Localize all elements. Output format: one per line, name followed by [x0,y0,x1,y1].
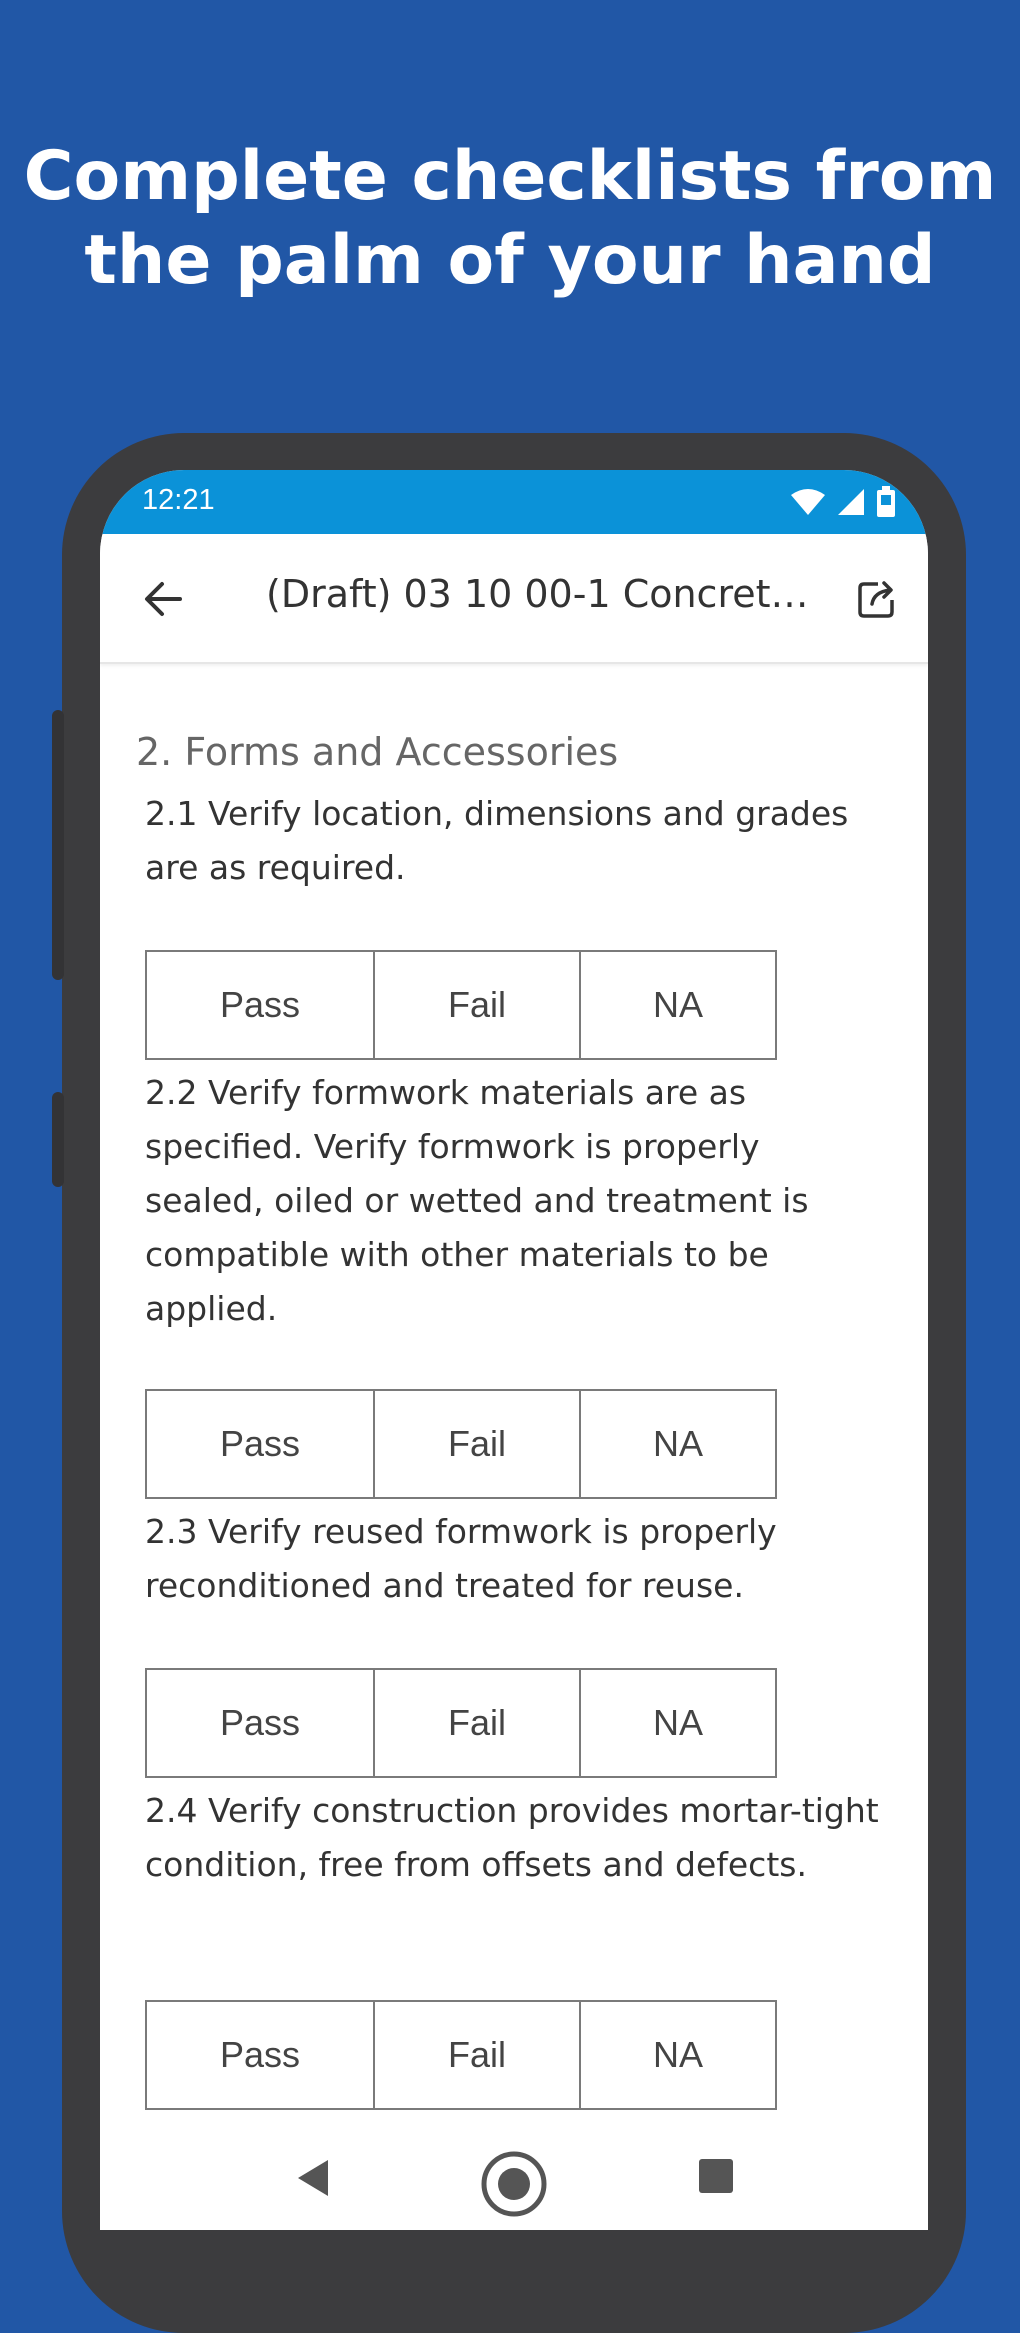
checklist-item-text: 2.4 Verify construction provides mortar-tight condition, free from offsets and defects. [145,1791,879,1884]
fail-button[interactable]: Fail [373,1668,581,1778]
answer-group [145,2000,777,2110]
pass-button[interactable]: Pass [145,950,375,1060]
page-title: (Draft) 03 10 00-1 Concret… [266,572,809,616]
phone-screen [100,470,928,2230]
headline-line-2: the palm of your hand [84,221,936,300]
share-icon[interactable] [856,578,898,620]
phone-power-button [52,1092,64,1187]
pass-button[interactable]: Pass [145,1668,375,1778]
headline-line-1: Complete checklists from [23,137,997,216]
na-button[interactable]: NA [579,1668,777,1778]
checklist-item-text: 2.1 Verify location, dimensions and grades are as required. [145,794,849,887]
arrow-left-icon[interactable] [142,578,184,620]
wifi-icon [790,487,826,521]
nav-back-icon[interactable] [296,2158,330,2202]
battery-icon [876,486,896,522]
nav-recents-icon[interactable] [698,2158,734,2198]
fail-button[interactable]: Fail [373,950,581,1060]
pass-button[interactable]: Pass [145,2000,375,2110]
fail-button[interactable]: Fail [373,1389,581,1499]
na-button[interactable]: NA [579,2000,777,2110]
headline [0,135,1020,303]
checklist-item-text: 2.2 Verify formwork materials are as specified. Verify formwork is properly sealed, oiled or wetted and treatment is compatible with other materials to be applied. [145,1073,809,1328]
na-button[interactable]: NA [579,1389,777,1499]
answer-group [145,1389,777,1499]
system-nav-bar [100,2130,928,2230]
phone-volume-button [52,710,64,980]
answer-group [145,1668,777,1778]
section-title: 2. Forms and Accessories [136,730,619,774]
app-bar [100,534,928,664]
cellular-signal-icon [836,487,866,521]
checklist-content[interactable] [100,664,928,2130]
nav-home-icon[interactable] [480,2150,548,2222]
na-button[interactable]: NA [579,950,777,1060]
status-time: 12:21 [142,484,215,516]
checklist-item-text: 2.3 Verify reused formwork is properly reconditioned and treated for reuse. [145,1512,777,1605]
pass-button[interactable]: Pass [145,1389,375,1499]
fail-button[interactable]: Fail [373,2000,581,2110]
status-bar [100,470,928,534]
answer-group [145,950,777,1060]
